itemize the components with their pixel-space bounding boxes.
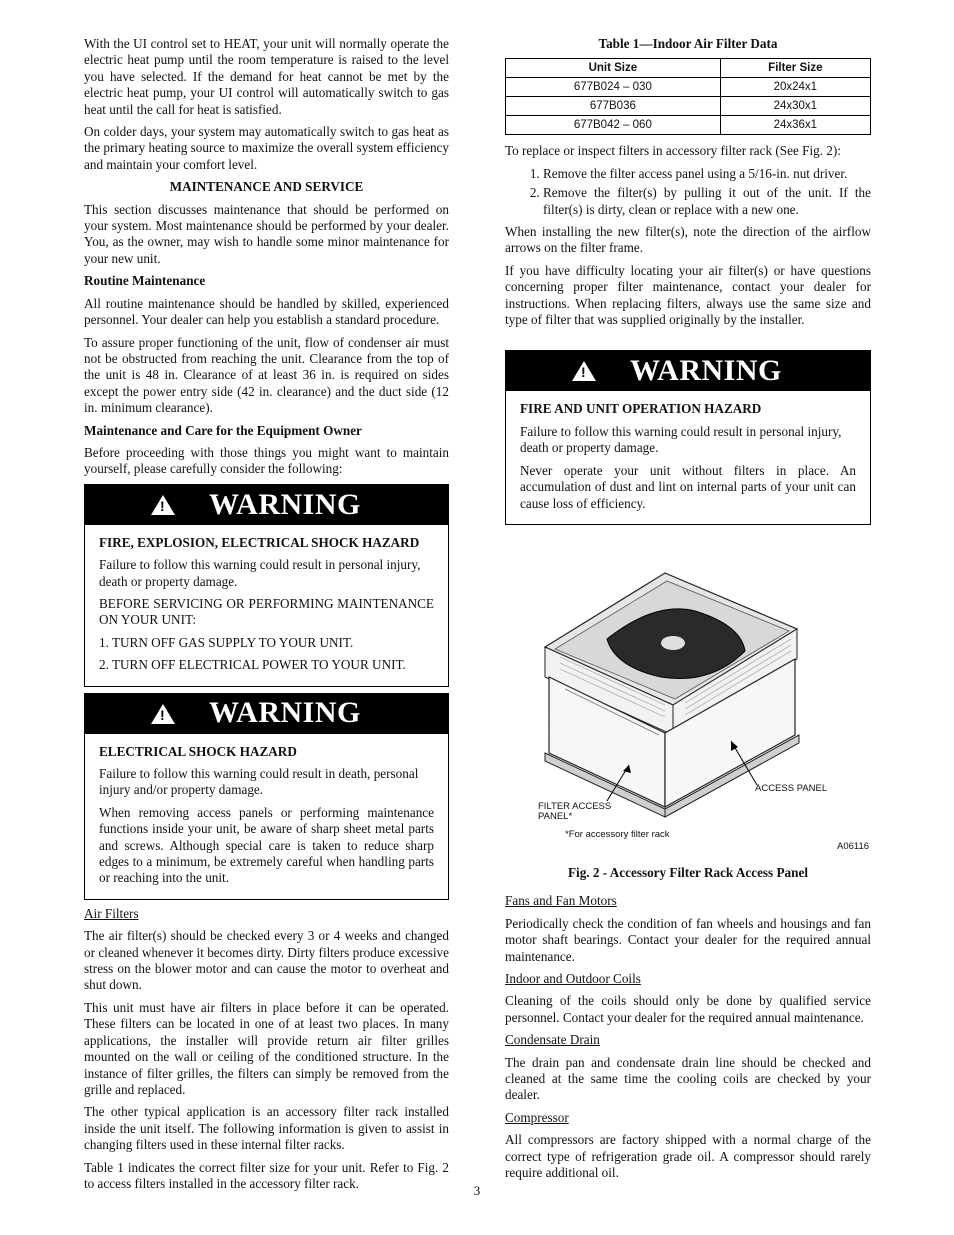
table-row — [506, 97, 871, 116]
paragraph: Periodically check the condition of fan wheels and housings and fan motor shaft bearings. Contact your dealer for the required annual maintenance. — [505, 915, 871, 964]
warning-header — [506, 351, 870, 391]
paragraph: With the UI control set to HEAT, your unit will normally operate the electric heat pump until the room temperature is raised to the level you have selected. If the demand for heat cannot be met by the electric heat pump, your UI control will automatically switch to gas heat until the call for heat is satisfied. — [84, 36, 449, 117]
paragraph: If you have difficulty locating your air filter(s) or have questions concerning proper filter maintenance, contact your dealer for instructions. When replacing filters, always use the same size and type of filter that was supplied originally by the installer. — [505, 262, 871, 328]
warning-list-item: 2. TURN OFF ELECTRICAL POWER TO YOUR UNIT. — [99, 657, 406, 673]
paragraph: This unit must have air filters in place before it can be operated. These filters can be located in one of at least two places. In many applications, the installer will provide return air filter grilles mounted on the wall or ceiling of the conditioned structure. In the instance of filter grilles, the filters can simply be removed from the grille and replaced. — [84, 999, 449, 1097]
warning-text: Failure to follow this warning could result in personal injury, death or property damage. — [520, 423, 842, 456]
table-cell: 20x24x1 — [720, 78, 870, 97]
paragraph: This section discusses maintenance that should be performed on your system. Most maintenance should be performed by your dealer. You, as the owner, may wish to handle some minor maintenance for your new unit. — [84, 201, 449, 266]
warning-body — [85, 525, 448, 686]
filter-data-table — [505, 58, 871, 135]
paragraph: When installing the new filter(s), note the direction of the airflow arrows on the filter frame. — [505, 224, 871, 256]
subheading-routine-maintenance: Routine Maintenance — [84, 273, 206, 289]
label-filter-access-panel: PANEL* — [538, 810, 573, 822]
warning-box-electrical-shock — [84, 693, 449, 900]
subheading-air-filters: Air Filters — [84, 905, 139, 921]
table-cell: 24x36x1 — [720, 116, 870, 135]
warning-title: WARNING — [209, 487, 361, 521]
paragraph: Cleaning of the coils should only be done by qualified service personnel. Contact your dealer for the required annual maintenance. — [505, 993, 871, 1025]
subheading-fans: Fans and Fan Motors — [505, 893, 617, 909]
filter-steps-list — [505, 166, 871, 218]
figure-caption: Fig. 2 - Accessory Filter Rack Access Panel — [567, 864, 808, 880]
warning-text: Failure to follow this warning could result in personal injury, death or property damage. — [99, 557, 421, 589]
warning-text: Never operate your unit without filters in place. An accumulation of dust and lint on internal parts of your unit can cause loss of efficiency. — [520, 462, 856, 511]
paragraph: All routine maintenance should be handled by skilled, experienced personnel. Your dealer can help you establish a standard procedure. — [84, 295, 449, 328]
warning-title: WARNING — [209, 696, 361, 730]
table-title: Table 1—Indoor Air Filter Data — [598, 36, 778, 51]
table-cell: 677B036 — [506, 97, 721, 116]
table-cell: 677B024 – 030 — [506, 78, 721, 97]
warning-triangle-icon — [572, 361, 596, 381]
table-cell: 24x30x1 — [720, 97, 870, 116]
warning-text: Failure to follow this warning could result in death, personal injury and/or property damage. — [99, 766, 419, 798]
label-filter-access: FILTER ACCESS — [538, 800, 612, 812]
warning-text: When removing access panels or performing maintenance functions inside your unit, be aware of sharp sheet metal parts and screws. Although special care is taken to reduce sharp edges to a minimum, be extremely careful when handling parts or reaching into the unit. — [99, 804, 434, 886]
table-header-row — [506, 59, 871, 78]
figure-footnote: *For accessory filter rack — [565, 828, 670, 840]
paragraph: Before proceeding with those things you might want to maintain yourself, please carefully consider the following: — [84, 444, 449, 477]
subheading-owner-care: Maintenance and Care for the Equipment Owner — [84, 422, 362, 438]
subheading-compressor: Compressor — [505, 1109, 569, 1125]
warning-body — [506, 391, 870, 523]
paragraph: The air filter(s) should be checked every 3 or 4 weeks and changed or cleaned whenever it becomes dirty. Dirty filters produce excessive stress on the blower motor and can cause the motor to overheat and shut down. — [84, 928, 449, 993]
warning-box-fire-explosion — [84, 484, 449, 687]
figure-unit-illustration — [505, 539, 871, 859]
paragraph: All compressors are factory shipped with a normal charge of the correct type of refrigeration grade oil. A compressor should rarely require additional oil. — [505, 1132, 871, 1180]
subheading-coils: Indoor and Outdoor Coils — [505, 970, 641, 986]
warning-header — [85, 485, 448, 525]
page-number: 3 — [473, 1183, 481, 1198]
list-item: 2. Remove the filter(s) by pulling it out of the unit. If the filter(s) is dirty, clean or replace with a new one. — [543, 185, 871, 218]
paragraph: To assure proper functioning of the unit, flow of condenser air must not be obstructed from reaching the unit. Clearance from the top of the unit is 48 in. Clearance of at least 36 in. is required on sides except the power entry side (42 in. clearance) and the duct side (12 in. minimum clearance). — [84, 334, 449, 416]
warning-list-item: 1. TURN OFF GAS SUPPLY TO YOUR UNIT. — [99, 634, 354, 650]
subheading-condensate-drain: Condensate Drain — [505, 1032, 600, 1048]
warning-triangle-icon — [151, 495, 175, 515]
right-column — [505, 36, 871, 1187]
table-row — [506, 116, 871, 135]
table-row — [506, 78, 871, 97]
paragraph: The drain pan and condensate drain line should be checked and cleaned at the same time the cooling coils are checked by your dealer. — [505, 1054, 871, 1103]
warning-header — [85, 694, 448, 734]
section-heading-maintenance: MAINTENANCE AND SERVICE — [169, 179, 364, 195]
warning-hazard-title: FIRE AND UNIT OPERATION HAZARD — [520, 401, 762, 417]
warning-title: WARNING — [630, 354, 782, 388]
warning-hazard-title: FIRE, EXPLOSION, ELECTRICAL SHOCK HAZARD — [99, 534, 420, 550]
label-access-panel: ACCESS PANEL — [755, 782, 828, 794]
warning-hazard-title: ELECTRICAL SHOCK HAZARD — [99, 743, 297, 759]
warning-triangle-icon — [151, 704, 175, 724]
left-column — [84, 36, 449, 1198]
warning-body — [85, 734, 448, 899]
warning-text: BEFORE SERVICING OR PERFORMING MAINTENANCE ON YOUR UNIT: — [99, 595, 434, 628]
paragraph: To replace or inspect filters in accessory filter rack (See Fig. 2): — [505, 143, 841, 159]
paragraph: Table 1 indicates the correct filter size for your unit. Refer to Fig. 2 to access filters installed in the accessory filter rack. — [84, 1159, 449, 1191]
table-header-cell: Filter Size — [720, 59, 870, 78]
paragraph: The other typical application is an accessory filter rack installed inside the unit itself. The following information is given to assist in changing filters used in these internal filter racks. — [84, 1104, 449, 1153]
paragraph: On colder days, your system may automatically switch to gas heat as the primary heating source to maximize the overall system efficiency and maintain your comfort level. — [84, 124, 449, 172]
figure-code: A06116 — [837, 840, 870, 852]
table-cell: 677B042 – 060 — [506, 116, 721, 135]
table-header-cell: Unit Size — [506, 59, 721, 78]
warning-box-unit-operation — [505, 350, 871, 524]
list-item: 1. Remove the filter access panel using a 5/16-in. nut driver. — [543, 166, 871, 182]
